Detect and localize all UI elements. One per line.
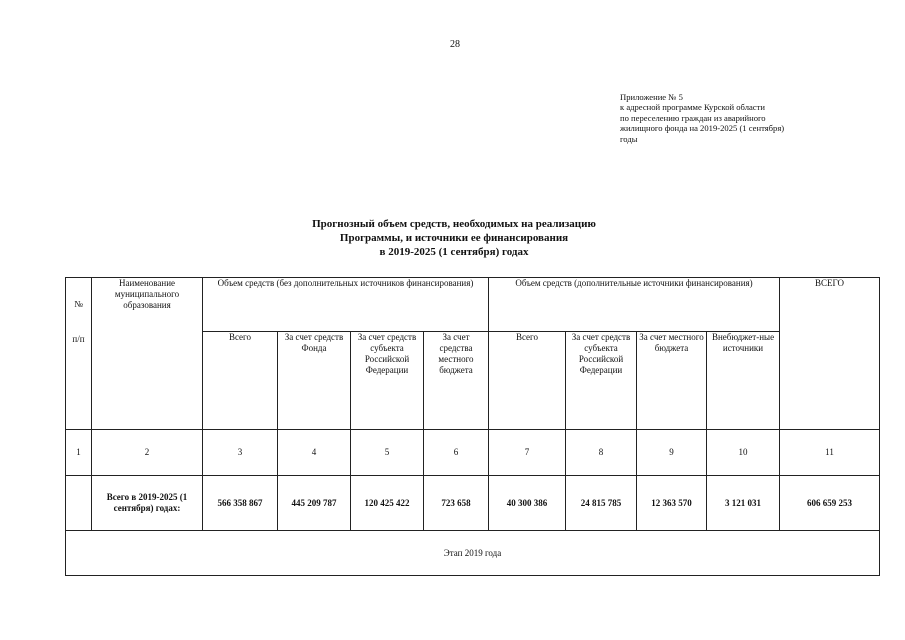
totals-cell: 12 363 570 — [637, 476, 707, 531]
totals-label: Всего в 2019-2025 (1 сентября) годах: — [92, 476, 203, 531]
index-cell: 7 — [489, 430, 566, 476]
subheader-extrabudgetary: Внебюджет-ные источники — [707, 332, 780, 430]
totals-cell: 24 815 785 — [566, 476, 637, 531]
title-line: в 2019-2025 (1 сентября) годах — [379, 246, 529, 258]
table-totals-row — [66, 476, 880, 531]
index-cell: 2 — [92, 430, 203, 476]
totals-cell: 445 209 787 — [278, 476, 351, 531]
totals-row-number — [66, 476, 92, 531]
appendix-line: жилищного фонда на 2019-2025 (1 сентября) — [620, 123, 785, 134]
appendix-line: годы — [620, 133, 638, 144]
index-cell: 10 — [707, 430, 780, 476]
index-cell: 9 — [637, 430, 707, 476]
appendix-line: по переселению граждан из аварийного — [620, 112, 766, 123]
totals-cell: 40 300 386 — [489, 476, 566, 531]
title-line: Прогнозный объем средств, необходимых на реализацию — [312, 218, 596, 230]
header-municipality: Наименование муниципального образования — [92, 278, 203, 430]
funding-table — [65, 277, 880, 576]
stage-2019-label: Этап 2019 года — [66, 531, 880, 576]
subheader-subject: За счет средств субъекта Российской Федерации — [351, 332, 424, 430]
table-stage-row — [66, 531, 880, 576]
title-line: Программы, и источники ее финансирования — [339, 232, 569, 244]
index-cell: 4 — [278, 430, 351, 476]
header-grand-total: ВСЕГО — [780, 278, 880, 430]
appendix-line: к адресной программе Курской области — [620, 102, 765, 113]
document-title — [230, 217, 678, 259]
totals-cell: 3 121 031 — [707, 476, 780, 531]
subheader-local-additional: За счет местного бюджета — [637, 332, 707, 430]
index-cell: 3 — [203, 430, 278, 476]
header-group-additional-funding: Объем средств (дополнительные источники финансирования) — [489, 278, 780, 332]
appendix-note — [620, 92, 880, 144]
header-row-number — [66, 278, 92, 430]
page-number: 28 — [450, 39, 460, 50]
index-cell: 11 — [780, 430, 880, 476]
subheader-local-budget: За счет средства местного бюджета — [424, 332, 489, 430]
table-header-row — [66, 278, 880, 332]
subheader-total: Всего — [203, 332, 278, 430]
totals-cell: 723 658 — [424, 476, 489, 531]
header-number-abbr: п/п — [72, 334, 85, 344]
index-cell: 5 — [351, 430, 424, 476]
appendix-line: Приложение № 5 — [620, 92, 683, 102]
header-group-base-funding: Объем средств (без дополнительных источников финансирования) — [203, 278, 489, 332]
totals-cell: 120 425 422 — [351, 476, 424, 531]
table-index-row — [66, 430, 880, 476]
index-cell: 6 — [424, 430, 489, 476]
subheader-total-additional: Всего — [489, 332, 566, 430]
index-cell: 1 — [66, 430, 92, 476]
subheader-subject-additional: За счет средств субъекта Российской Федерации — [566, 332, 637, 430]
header-number-sign: № — [74, 299, 83, 309]
totals-cell: 566 358 867 — [203, 476, 278, 531]
totals-cell: 606 659 253 — [780, 476, 880, 531]
index-cell: 8 — [566, 430, 637, 476]
subheader-fund: За счет средств Фонда — [278, 332, 351, 430]
